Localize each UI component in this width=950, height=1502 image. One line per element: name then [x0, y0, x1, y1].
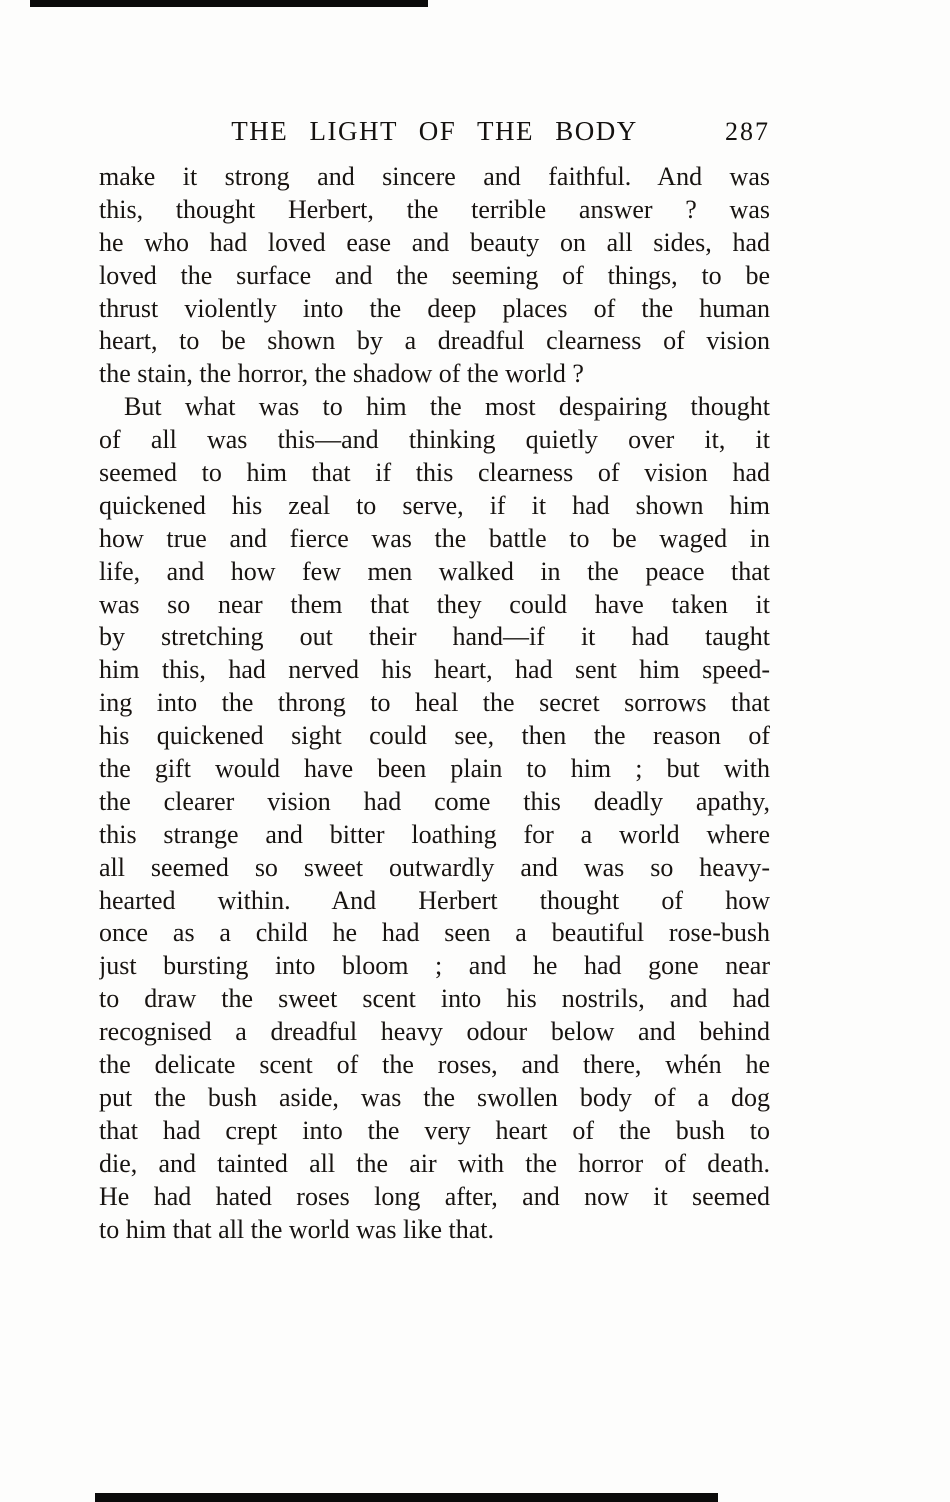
- text-line: heart, to be shown by a dreadful clearness of vision: [99, 326, 770, 356]
- text-line: recognised a dreadful heavy odour below and behind: [99, 1017, 770, 1047]
- text-line: life, and how few men walked in the peace that: [99, 556, 770, 586]
- text-line: to draw the sweet scent into his nostrils, and had: [99, 984, 770, 1014]
- paragraph: [99, 161, 770, 391]
- text-line: die, and tainted all the air with the horror of death.: [99, 1148, 770, 1178]
- text-line: of all was this—and thinking quietly over it, it: [99, 425, 770, 455]
- text-line: all seemed so sweet outwardly and was so heavy-: [99, 852, 770, 882]
- text-line: the clearer vision had come this deadly apathy,: [99, 786, 770, 816]
- text-line: to him that all the world was like that.: [99, 1214, 494, 1244]
- text-line: ing into the throng to heal the secret sorrows that: [99, 688, 770, 718]
- paragraph: [99, 391, 770, 1246]
- page-body: [99, 161, 770, 1246]
- text-line: once as a child he had seen a beautiful rose-bush: [99, 918, 770, 948]
- text-line: the gift would have been plain to him ; but with: [99, 754, 770, 784]
- running-header: [99, 116, 770, 146]
- text-line: he who had loved ease and beauty on all sides, had: [99, 227, 770, 257]
- scan-artifact-top: [30, 0, 428, 7]
- text-line: that had crept into the very heart of the bush to: [99, 1115, 770, 1145]
- text-line: hearted within. And Herbert thought of how: [99, 885, 770, 915]
- text-line: But what was to him the most despairing thought: [124, 392, 770, 422]
- page-number: 287: [725, 117, 770, 146]
- text-line: by stretching out their hand—if it had taught: [99, 622, 770, 652]
- text-line: was so near them that they could have taken it: [99, 589, 770, 619]
- text-line: thrust violently into the deep places of the human: [99, 293, 770, 323]
- text-line: his quickened sight could see, then the reason of: [99, 721, 770, 751]
- page-title: THE LIGHT OF THE BODY: [231, 116, 638, 146]
- text-line: how true and fierce was the battle to be waged in: [99, 523, 770, 553]
- text-line: loved the surface and the seeming of things, to be: [99, 260, 770, 290]
- scan-artifact-bottom: [95, 1493, 718, 1502]
- text-line: make it strong and sincere and faithful. And was: [99, 162, 770, 191]
- text-line: this strange and bitter loathing for a world where: [99, 819, 770, 849]
- text-line: seemed to him that if this clearness of vision had: [99, 458, 770, 488]
- text-line: the delicate scent of the roses, and there, whén he: [99, 1050, 770, 1080]
- text-line: this, thought Herbert, the terrible answer ? was: [99, 194, 770, 224]
- text-line: just bursting into bloom ; and he had gone near: [99, 951, 770, 981]
- text-line: put the bush aside, was the swollen body of a dog: [99, 1082, 770, 1112]
- text-line: him this, had nerved his heart, had sent him speed-: [99, 655, 770, 685]
- text-line: quickened his zeal to serve, if it had shown him: [99, 490, 770, 520]
- text-line: the stain, the horror, the shadow of the world ?: [99, 359, 584, 389]
- text-line: He had hated roses long after, and now it seemed: [99, 1181, 770, 1211]
